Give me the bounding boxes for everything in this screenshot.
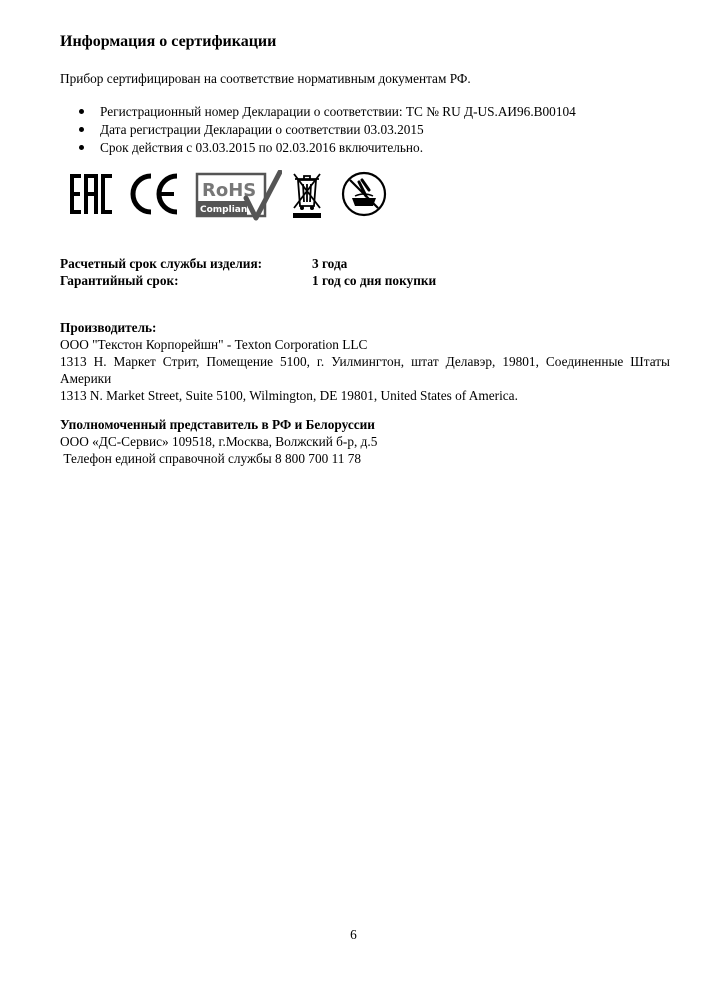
bullet-icon (79, 127, 84, 132)
service-terms (60, 255, 436, 289)
registration-date: Дата регистрации Декларации о соответствии 03.03.2015 (100, 122, 424, 137)
rohs-sub-label: Compliant (200, 205, 252, 215)
service-life-label: Расчетный срок службы изделия: (60, 256, 263, 271)
manufacturer-heading: Производитель: (60, 320, 157, 335)
manufacturer-section (60, 319, 670, 404)
support-phone: Телефон единой справочной службы 8 800 700 11 78 (60, 451, 361, 466)
bullet-icon (79, 109, 84, 114)
manufacturer-name: ООО "Текстон Корпорейшн" - Texton Corporation LLC (60, 337, 368, 352)
warranty-value: 1 год со дня покупки (312, 273, 437, 288)
table-row (60, 255, 436, 272)
manufacturer-address-en: 1313 N. Market Street, Suite 5100, Wilmington, DE 19801, United States of America. (60, 388, 518, 403)
no-water-immersion-icon (340, 170, 388, 218)
representative-section (60, 416, 670, 467)
weee-crossed-bin-icon (290, 170, 324, 220)
representative-heading: Уполномоченный представитель в РФ и Белоруссии (60, 417, 375, 432)
registration-number: Регистрационный номер Декларации о соответствии: ТС № RU Д-US.АИ96.В00104 (100, 104, 576, 119)
certification-logos (68, 170, 398, 222)
list-item (79, 139, 576, 157)
bullet-icon (79, 145, 84, 150)
rohs-compliant-icon (194, 170, 282, 222)
page-number: 6 (350, 927, 357, 942)
ce-mark-icon (127, 170, 183, 218)
rohs-label: RoHS (202, 180, 257, 201)
certification-details-list (79, 103, 576, 157)
list-item (79, 103, 576, 121)
warranty-label: Гарантийный срок: (60, 273, 179, 288)
service-life-value: 3 года (312, 256, 348, 271)
eac-mark-icon (68, 170, 114, 218)
certification-intro: Прибор сертифицирован на соответствие нормативным документам РФ. (60, 71, 471, 86)
representative-company: ООО «ДС-Сервис» 109518, г.Москва, Волжский б-р, д.5 (60, 434, 378, 449)
manufacturer-address-ru: 1313 Н. Маркет Стрит, Помещение 5100, г. Уилмингтон, штат Делавэр, 19801, Соединенные Штаты Америки (60, 354, 670, 386)
validity-period: Срок действия с 03.03.2015 по 02.03.2016 включительно. (100, 140, 424, 155)
page-title: Информация о сертификации (60, 33, 277, 50)
table-row (60, 272, 436, 289)
list-item (79, 121, 576, 139)
